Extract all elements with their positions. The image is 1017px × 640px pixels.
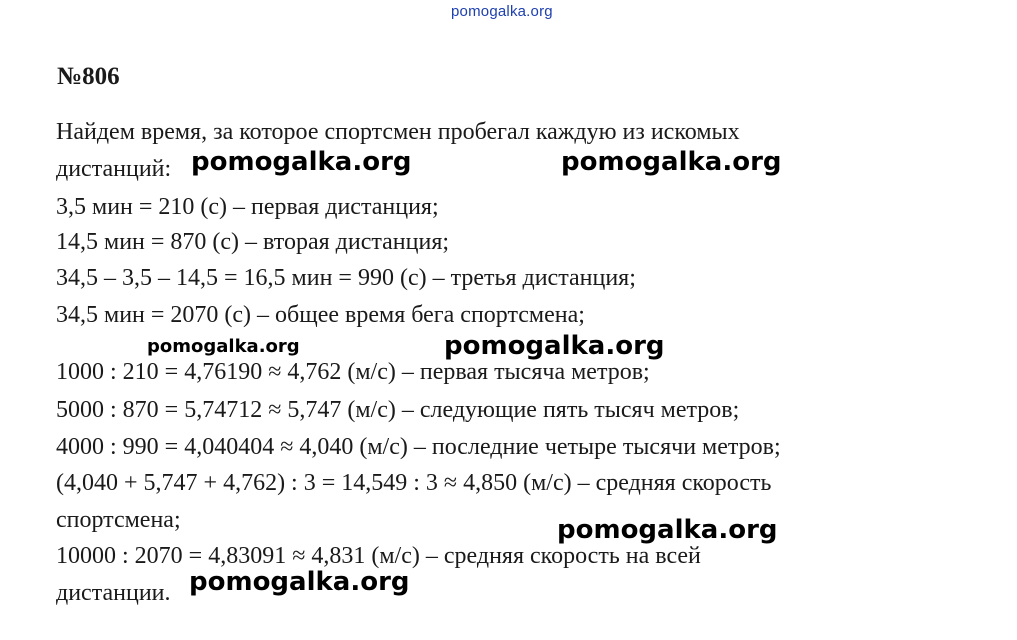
watermark: pomogalka.org [557, 515, 778, 545]
text-line: 34,5 – 3,5 – 14,5 = 16,5 мин = 990 (с) – третья дистанция; [56, 265, 636, 291]
text-line: Найдем время, за которое спортсмен пробегал каждую из искомых [56, 119, 740, 145]
text-line: 3,5 мин = 210 (с) – первая дистанция; [56, 194, 439, 220]
watermark: pomogalka.org [191, 147, 412, 177]
text-line: 4000 : 990 = 4,040404 ≈ 4,040 (м/с) – последние четыре тысячи метров; [56, 434, 781, 460]
watermark-top: pomogalka.org [451, 3, 553, 20]
watermark: pomogalka.org [189, 567, 410, 597]
text-line: спортсмена; [56, 507, 181, 533]
text-line: дистанций: [56, 156, 172, 182]
text-line: 34,5 мин = 2070 (с) – общее время бега спортсмена; [56, 302, 585, 328]
text-line: 5000 : 870 = 5,74712 ≈ 5,747 (м/с) – следующие пять тысяч метров; [56, 397, 740, 423]
text-line: дистанции. [56, 580, 171, 606]
problem-number: №806 [57, 63, 120, 90]
watermark: pomogalka.org [561, 147, 782, 177]
text-line: 14,5 мин = 870 (с) – вторая дистанция; [56, 229, 450, 255]
watermark: pomogalka.org [147, 336, 300, 357]
text-line: 1000 : 210 = 4,76190 ≈ 4,762 (м/с) – первая тысяча метров; [56, 359, 650, 385]
text-line: (4,040 + 5,747 + 4,762) : 3 = 14,549 : 3 ≈ 4,850 (м/с) – средняя скорость [56, 470, 772, 496]
watermark: pomogalka.org [444, 331, 665, 361]
text-line: 10000 : 2070 = 4,83091 ≈ 4,831 (м/с) – средняя скорость на всей [56, 543, 701, 569]
